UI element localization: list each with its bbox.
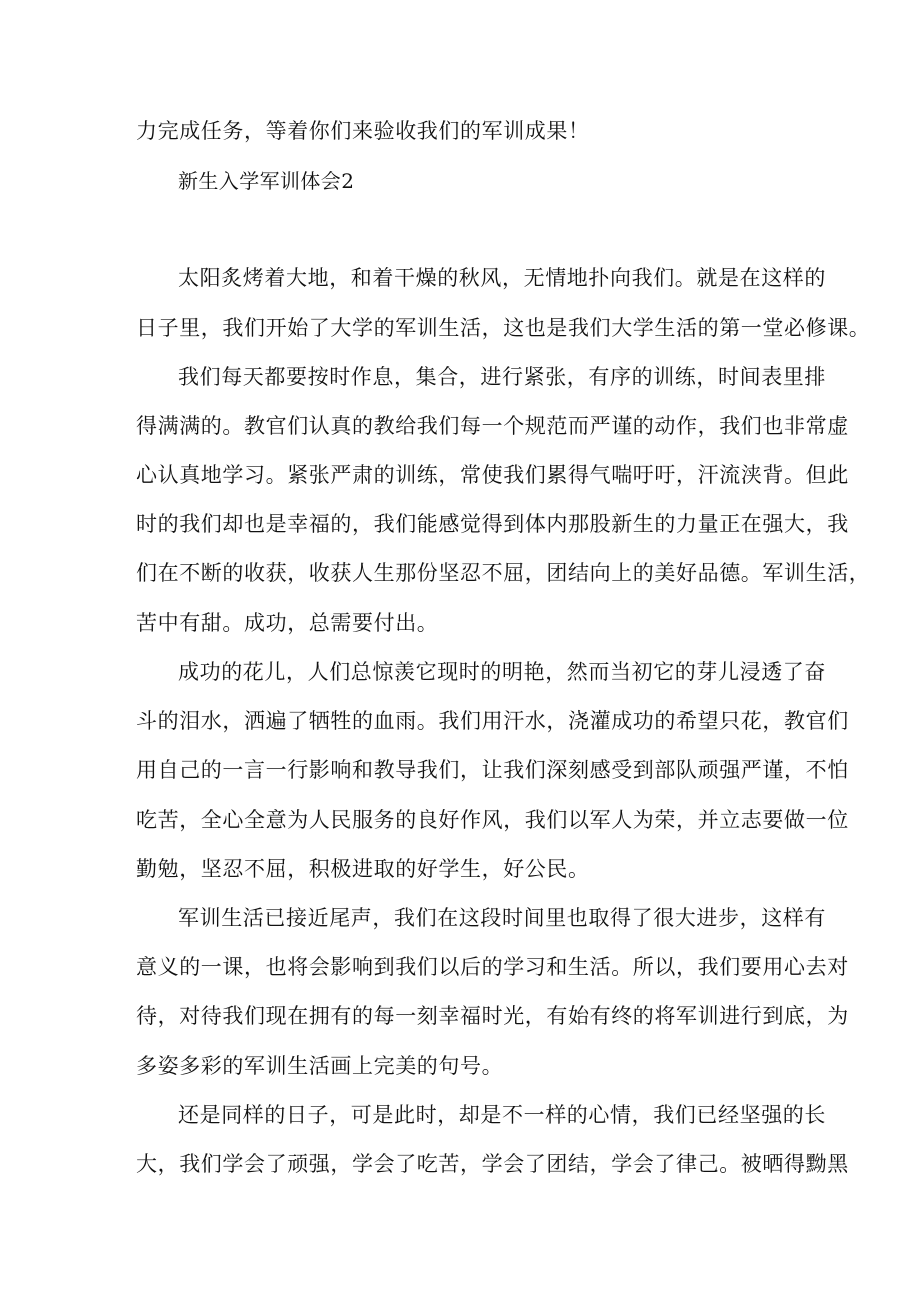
paragraph-line: 还是同样的日子，可是此时，却是不一样的心情，我们已经坚强的长 [178,1103,826,1127]
paragraph-line: 斗的泪水，洒遍了牺牲的血雨。我们用汗水，浇灌成功的希望只花，教官们 [136,709,849,733]
paragraph-line: 我们每天都要按时作息，集合，进行紧张，有序的训练，时间表里排 [178,365,826,389]
paragraph-line: 多姿多彩的军训生活画上完美的句号。 [136,1054,504,1078]
paragraph-line: 成功的花儿，人们总惊羡它现时的明艳，然而当初它的芽儿浸透了奋 [178,660,826,684]
section-title: 新生入学军训体会2 [178,169,355,193]
paragraph-line: 勤勉，坚忍不屈，积极进取的好学生，好公民。 [136,857,590,881]
paragraph-line: 得满满的。教官们认真的教给我们每一个规范而严谨的动作，我们也非常虚 [136,414,849,438]
paragraph-line: 苦中有甜。成功，总需要付出。 [136,611,439,635]
paragraph-line: 日子里，我们开始了大学的军训生活，这也是我们大学生活的第一堂必修课。 [136,316,871,340]
paragraph-line: 太阳炙烤着大地，和着干燥的秋风，无情地扑向我们。就是在这样的 [178,266,826,290]
paragraph-line: 心认真地学习。紧张严肃的训练，常使我们累得气喘吁吁，汗流浃背。但此 [136,463,849,487]
paragraph-line: 军训生活已接近尾声，我们在这段时间里也取得了很大进步，这样有 [178,906,826,930]
paragraph-line: 意义的一课，也将会影响到我们以后的学习和生活。所以，我们要用心去对 [136,955,849,979]
paragraph-line: 吃苦，全心全意为人民服务的良好作风，我们以军人为荣，并立志要做一位 [136,808,849,832]
paragraph-line: 用自己的一言一行影响和教导我们，让我们深刻感受到部队顽强严谨，不怕 [136,758,849,782]
paragraph-line: 时的我们却也是幸福的，我们能感觉得到体内那股新生的力量正在强大，我 [136,512,849,536]
paragraph-line: 们在不断的收获，收获人生那份坚忍不屈，团结向上的美好品德。军训生活， [136,561,871,585]
paragraph-line: 大，我们学会了顽强，学会了吃苦，学会了团结，学会了律己。被晒得黝黑 [136,1152,849,1176]
paragraph-line: 待，对待我们现在拥有的每一刻幸福时光，有始有终的将军训进行到底，为 [136,1004,849,1028]
lead-line: 力完成任务，等着你们来验收我们的军训成果！ [136,119,590,143]
